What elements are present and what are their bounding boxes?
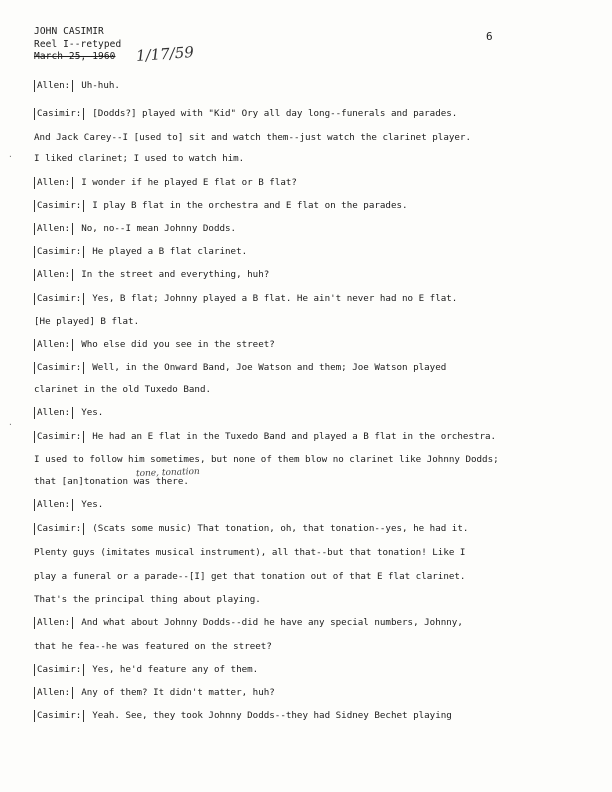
transcript-line bbox=[34, 547, 465, 559]
utterance-text: Well, in the Onward Band, Joe Watson and them; Joe Watson played bbox=[92, 362, 447, 373]
speaker-label: Allen: bbox=[34, 617, 73, 629]
speaker-label: Allen: bbox=[34, 223, 73, 235]
margin-speck: · bbox=[8, 152, 13, 161]
utterance-text: that he fea--he was featured on the street? bbox=[34, 641, 272, 652]
transcript-line bbox=[34, 246, 247, 258]
speaker-label: Casimir: bbox=[34, 362, 84, 374]
utterance-text: I used to follow him sometimes, but none of them blow no clarinet like Johnny Dodds; bbox=[34, 454, 499, 465]
transcript-line bbox=[34, 571, 465, 583]
page-header bbox=[34, 26, 121, 64]
page-number: 6 bbox=[486, 30, 493, 43]
utterance-text: [Dodds?] played with "Kid" Ory all day long--funerals and parades. bbox=[92, 108, 458, 119]
speaker-label: Casimir: bbox=[34, 431, 84, 443]
transcript-line bbox=[34, 200, 408, 212]
transcript-line bbox=[34, 177, 297, 189]
speaker-label: Allen: bbox=[34, 80, 73, 92]
utterance-text: Yes, B flat; Johnny played a B flat. He ain't never had no E flat. bbox=[92, 293, 458, 304]
speaker-label: Casimir: bbox=[34, 293, 84, 305]
utterance-text: No, no--I mean Johnny Dodds. bbox=[81, 223, 237, 234]
speaker-label: Allen: bbox=[34, 269, 73, 281]
utterance-text: play a funeral or a parade--[I] get that tonation out of that E flat clarinet. bbox=[34, 571, 466, 582]
transcript-line bbox=[34, 499, 103, 511]
handwritten-date: 1/17/59 bbox=[135, 43, 195, 65]
utterance-text: Uh-huh. bbox=[81, 80, 120, 91]
reel-label: Reel I--retyped bbox=[34, 38, 122, 50]
utterance-text: Plenty guys (imitates musical instrument), all that--but that tonation! Like I bbox=[34, 547, 466, 558]
utterance-text: He had an E flat in the Tuxedo Band and played a B flat in the orchestra. bbox=[92, 431, 497, 442]
utterance-text: I wonder if he played E flat or B flat? bbox=[81, 177, 297, 188]
interviewee-name: JOHN CASIMIR bbox=[34, 26, 104, 37]
speaker-label: Casimir: bbox=[34, 246, 84, 258]
speaker-label: Allen: bbox=[34, 407, 73, 419]
transcript-line bbox=[34, 664, 258, 676]
utterance-text: Yes, he'd feature any of them. bbox=[92, 664, 259, 675]
speaker-label: Casimir: bbox=[34, 523, 84, 535]
transcript-line bbox=[34, 153, 244, 165]
utterance-text: [He played] B flat. bbox=[34, 316, 140, 327]
utterance-text: clarinet in the old Tuxedo Band. bbox=[34, 384, 212, 395]
utterance-text: (Scats some music) That tonation, oh, that tonation--yes, he had it. bbox=[92, 523, 469, 534]
transcript-line bbox=[34, 641, 272, 653]
transcript-line bbox=[34, 362, 446, 374]
speaker-label: Casimir: bbox=[34, 664, 84, 676]
utterance-text: Yeah. See, they took Johnny Dodds--they had Sidney Bechet playing bbox=[92, 710, 452, 721]
utterance-text: Who else did you see in the street? bbox=[81, 339, 275, 350]
transcript-line bbox=[34, 431, 496, 443]
utterance-text: And Jack Carey--I [used to] sit and watch them--just watch the clarinet player. bbox=[34, 132, 471, 143]
handwritten-annotation: tone, tonation bbox=[135, 466, 200, 480]
margin-speck: · bbox=[8, 420, 13, 429]
transcript-line bbox=[34, 407, 103, 419]
speaker-label: Casimir: bbox=[34, 108, 84, 120]
transcript-line bbox=[34, 108, 457, 120]
transcript-line bbox=[34, 687, 275, 699]
utterance-text: In the street and everything, huh? bbox=[81, 269, 270, 280]
utterance-text: I liked clarinet; I used to watch him. bbox=[34, 153, 245, 164]
speaker-label: Allen: bbox=[34, 499, 73, 511]
transcript-line bbox=[34, 710, 452, 722]
utterance-text: that [an]tonation was there. bbox=[34, 476, 189, 487]
utterance-text: Yes. bbox=[81, 407, 104, 418]
utterance-text: Any of them? It didn't matter, huh? bbox=[81, 687, 275, 698]
speaker-label: Casimir: bbox=[34, 200, 84, 212]
utterance-text: And what about Johnny Dodds--did he have any special numbers, Johnny, bbox=[81, 617, 463, 628]
transcript-line bbox=[34, 594, 261, 606]
transcript-line bbox=[34, 132, 471, 144]
transcript-line bbox=[34, 223, 236, 235]
speaker-label: Allen: bbox=[34, 177, 73, 189]
typed-date: March 25, 1960 bbox=[34, 51, 116, 62]
transcript-line bbox=[34, 316, 139, 328]
speaker-label: Allen: bbox=[34, 687, 73, 699]
speaker-label: Casimir: bbox=[34, 710, 84, 722]
utterance-text: That's the principal thing about playing. bbox=[34, 594, 261, 605]
transcript-line bbox=[34, 523, 468, 535]
utterance-text: He played a B flat clarinet. bbox=[92, 246, 248, 257]
utterance-text: Yes. bbox=[81, 499, 104, 510]
transcript-line bbox=[34, 269, 269, 281]
transcript-line bbox=[34, 454, 499, 466]
transcript-line bbox=[34, 617, 463, 629]
transcript-line bbox=[34, 293, 457, 305]
transcript-line bbox=[34, 80, 120, 92]
speaker-label: Allen: bbox=[34, 339, 73, 351]
transcript-line bbox=[34, 339, 275, 351]
transcript-line bbox=[34, 384, 211, 396]
utterance-text: I play B flat in the orchestra and E flat on the parades. bbox=[92, 200, 408, 211]
